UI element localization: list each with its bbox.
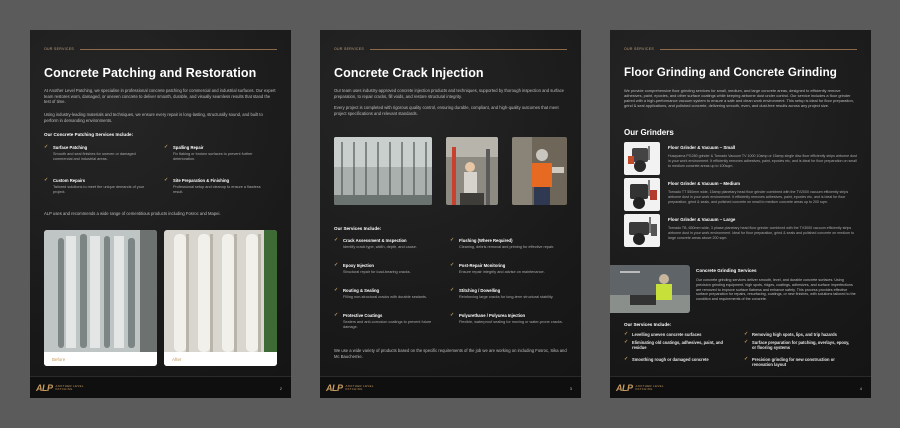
- wall-repair-photo: [334, 137, 432, 205]
- grinder-photo: [624, 178, 660, 211]
- page-footer: [30, 376, 291, 398]
- service-item: ✓ Crack Assessment & Inspection Identify crack type, width, depth, and cause.: [334, 238, 444, 250]
- intro-paragraph-2: Every project is completed with rigorous quality control, ensuring durable, compliant, and high-quality outcomes that meet project specifications and relevant standards.: [334, 105, 559, 116]
- section-kicker: OUR SERVICES: [624, 46, 857, 52]
- service-item: ✓ Site Preparation & Finishing Professional setup and cleanup to ensure a flawless result.: [164, 178, 264, 195]
- before-photo: [44, 230, 157, 366]
- service-item: ✓ Custom Repairs Tailored solutions to meet the unique demands of your project.: [44, 178, 154, 195]
- grinder-item: Floor Grinder & Vacuum – Large Tornado TB, 650mm wide, 3 phase planetary head floor grinder combined with the TV3000 vacuum efficiently strips airborne dust in your work environment. Ideal for floor preparation, grind & seals and polished concrete on medium to large concrete areas above 200 sqm.: [624, 214, 857, 247]
- grinder-item: Floor Grinder & Vacuum – Medium Tornado TT 550mm wide, 15amp planetary head floor grinder combined with the TV2000 vacuum efficiently strips airborne dust in your work environment. It efficiently removes adhesives, paint, epoxies etc, and is ideal for floor preparation, grind & seals, and polished concrete on small to medium concrete areas up to 200 sqm.: [624, 178, 857, 211]
- intro-paragraph: Our team uses industry-approved concrete injection products and techniques, supported by thorough inspection and surface preparation, to repair cracks, fill voids, and restore structural integrity.: [334, 88, 564, 99]
- services-heading: Our Services Include:: [624, 322, 672, 327]
- service-check-item: ✓ Removing high spots, lips, and trip hazards: [744, 332, 854, 337]
- service-item: ✓ Spalling Repair Fix flaking or broken surfaces to prevent further deterioration.: [164, 145, 264, 162]
- service-item: ✓ Post-Repair Monitoring Ensure repair integrity and advise on maintenance.: [450, 263, 568, 275]
- service-item: ✓ Epoxy Injection Structural repair for load-bearing cracks.: [334, 263, 444, 275]
- document-page-floor-grinding: [610, 30, 871, 398]
- service-item: ✓ Routing & Sealing Filling non-structural cracks with durable sealants.: [334, 288, 444, 300]
- service-item: ✓ Surface Patching Smooth and seal finishes for uneven or damaged commercial and industrial areas.: [44, 145, 154, 162]
- service-check-item: ✓ Surface preparation for patching, overlays, epoxy, or flooring systems: [744, 340, 854, 350]
- service-item: ✓ Protective Coatings Sealers and anti-corrosion coatings to prevent future damage.: [334, 313, 444, 330]
- section-kicker: OUR SERVICES: [334, 46, 567, 52]
- worker-photo: [512, 137, 567, 205]
- closing-paragraph: We use a wide variety of products based on the specific requirements of the job we are working on including Fosroc, Sika and Mc Bauchemie.: [334, 348, 567, 359]
- intro-paragraph-2: Using industry-leading materials and techniques, we ensure every repair is long-lasting, structurally sound, and built to perform in demanding environments.: [44, 112, 263, 123]
- services-heading: Our Concrete Patching Services Include:: [44, 132, 134, 137]
- concrete-grinding-paragraph: Our concrete grinding services deliver smooth, level, and durable concrete surfaces. Using precision grinding equipment, high spots, ridges, coatings, adhesives, and surface imperfections are removed to improve surface flatness and enhance safety. This process provides effective surface preparation for repairs, resurfacing, coatings, or new finishes, with solutions tailored to the condition and requirements of the concrete.: [696, 278, 856, 302]
- page-title: Concrete Crack Injection: [334, 66, 484, 80]
- page-footer: [610, 376, 871, 398]
- page-title: Concrete Patching and Restoration: [44, 66, 257, 80]
- grinder-item: Floor Grinder & Vacuum – Small Husqvarna PG280 grinder & Tornado Vacuum TV 1000 10amp or 15amp single disc floor efficiently strips airborne dust in your work environment. It efficiently removes adhesives, paint, epoxies etc, and is ideal for floor preparation on small to medium concrete areas up to 100sqm.: [624, 142, 857, 175]
- grinder-photo: [624, 214, 660, 247]
- page-number: 2: [279, 386, 282, 391]
- company-logo: ALP ANOTHER LEVEL PATCHING: [36, 383, 84, 393]
- page-footer: [320, 376, 581, 398]
- company-logo: ALP ANOTHER LEVEL PATCHING: [326, 383, 374, 393]
- service-check-item: ✓ Eliminating old coatings, adhesives, paint, and residue: [624, 340, 734, 350]
- document-page-patching: [30, 30, 291, 398]
- intro-paragraph: At Another Level Patching, we specialise in professional concrete patching for commercial and industrial surfaces. Our expert team restores worn, damaged, or uneven concrete to deliver smooth, durable, and visually seamless results that stand the test of time.: [44, 88, 276, 105]
- services-heading: Our Services Include:: [334, 226, 382, 231]
- page-title: Floor Grinding and Concrete Grinding: [624, 66, 837, 79]
- concrete-grinding-heading: Concrete Grinding Services: [696, 268, 757, 273]
- section-kicker: OUR SERVICES: [44, 46, 277, 52]
- injection-work-photo: [446, 137, 498, 205]
- service-item: ✓ Polyurethane / Polyurea Injection Flexible, waterproof sealing for moving or water-prone cracks.: [450, 313, 568, 325]
- before-caption: Before: [44, 352, 157, 366]
- page-number: 3: [569, 386, 572, 391]
- page-number: 4: [859, 386, 862, 391]
- grinders-heading: Our Grinders: [624, 128, 674, 137]
- after-photo: [164, 230, 277, 366]
- closing-paragraph: ALP uses and recommends a wide range of cementitious products including Fosroc and Mapei.: [44, 211, 221, 216]
- company-logo: ALP ANOTHER LEVEL PATCHING: [616, 383, 664, 393]
- document-page-crack-injection: [320, 30, 581, 398]
- grinding-site-photo: [610, 265, 690, 313]
- after-caption: After: [164, 352, 277, 366]
- grinder-photo: [624, 142, 660, 175]
- service-item: ✓ Flushing (Where Required) Cleaning, debris removal and priming for effective repair.: [450, 238, 568, 250]
- service-check-item: ✓ Levelling uneven concrete surfaces: [624, 332, 734, 337]
- intro-paragraph: We provide comprehensive floor grinding services for small, medium, and large concrete areas, designed to efficiently remove adhesives, paint, epoxies, and other surface coatings while keeping airborne dust under control. Our service includes a floor grinder paired with a high-performance vacuum system to ensure a safe and clean work environment. This setup is ideal for floor preparation, grind & seal applications, and polished concrete, delivering smooth, even, and dust-free results across any project size.: [624, 88, 854, 109]
- service-item: ✓ Stitching / Dowelling Reinforcing large cracks for long-term structural stability.: [450, 288, 568, 300]
- service-check-item: ✓ Smoothing rough or damaged concrete: [624, 357, 734, 362]
- service-check-item: ✓ Precision grinding for new construction or renovation layout: [744, 357, 854, 367]
